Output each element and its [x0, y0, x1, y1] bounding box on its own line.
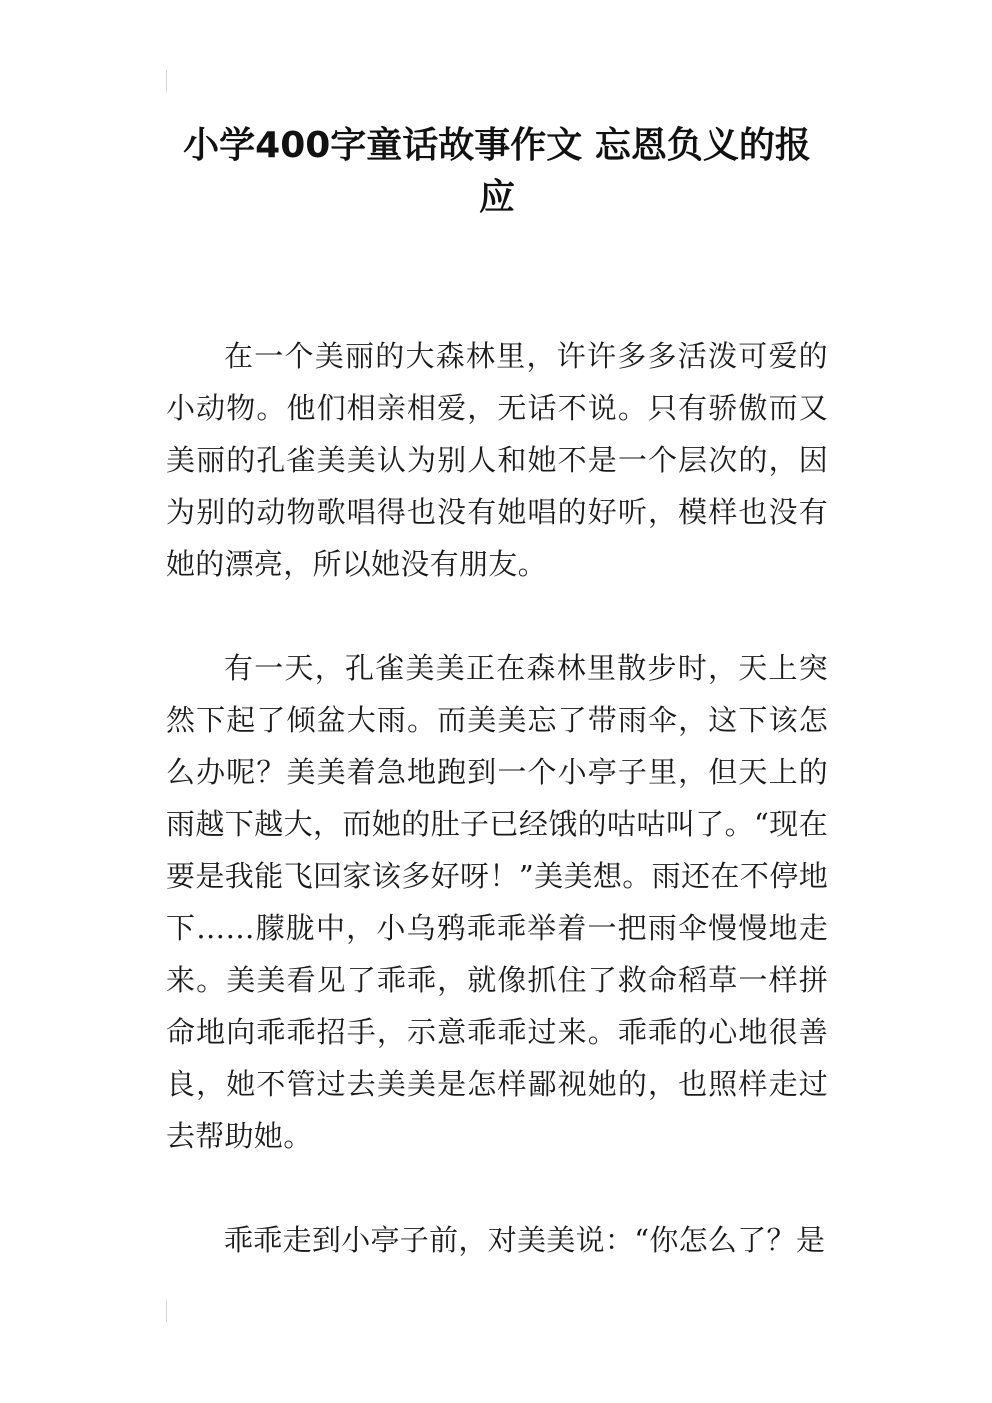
paragraph-2: 有一天，孔雀美美正在森林里散步时，天上突然下起了倾盆大雨。而美美忘了带雨伞，这下该怎么办呢？美美着急地跑到一个小亭子里，但天上的雨越下越大，而她的肚子已经饿的咕咕叫了。“现在要是我能飞回家该多好呀！”美美想。雨还在不停地下……朦胧中，小乌鸦乖乖举着一把雨伞慢慢地走来。美美看见了乖乖，就像抓住了救命稻草一样拼命地向乖乖招手，示意乖乖过来。乖乖的心地很善良，她不管过去美美是怎样鄙视她的，也照样走过去帮助她。 — [166, 651, 828, 1153]
document-title: 小学400字童话故事作文 忘恩负义的报应 — [183, 125, 811, 218]
document-body — [166, 330, 828, 1266]
page-corner-mark-bottom — [166, 1300, 167, 1322]
page-corner-mark-top — [166, 70, 167, 92]
paragraph-3: 乖乖走到小亭子前，对美美说：“你怎么了？是 — [224, 1223, 826, 1257]
paragraph-1: 在一个美丽的大森林里，许许多多活泼可爱的小动物。他们相亲相爱，无话不说。只有骄傲而又美丽的孔雀美美认为别人和她不是一个层次的，因为别的动物歌唱得也没有她唱的好听，模样也没有她的漂亮，所以她没有朋友。 — [166, 339, 828, 581]
